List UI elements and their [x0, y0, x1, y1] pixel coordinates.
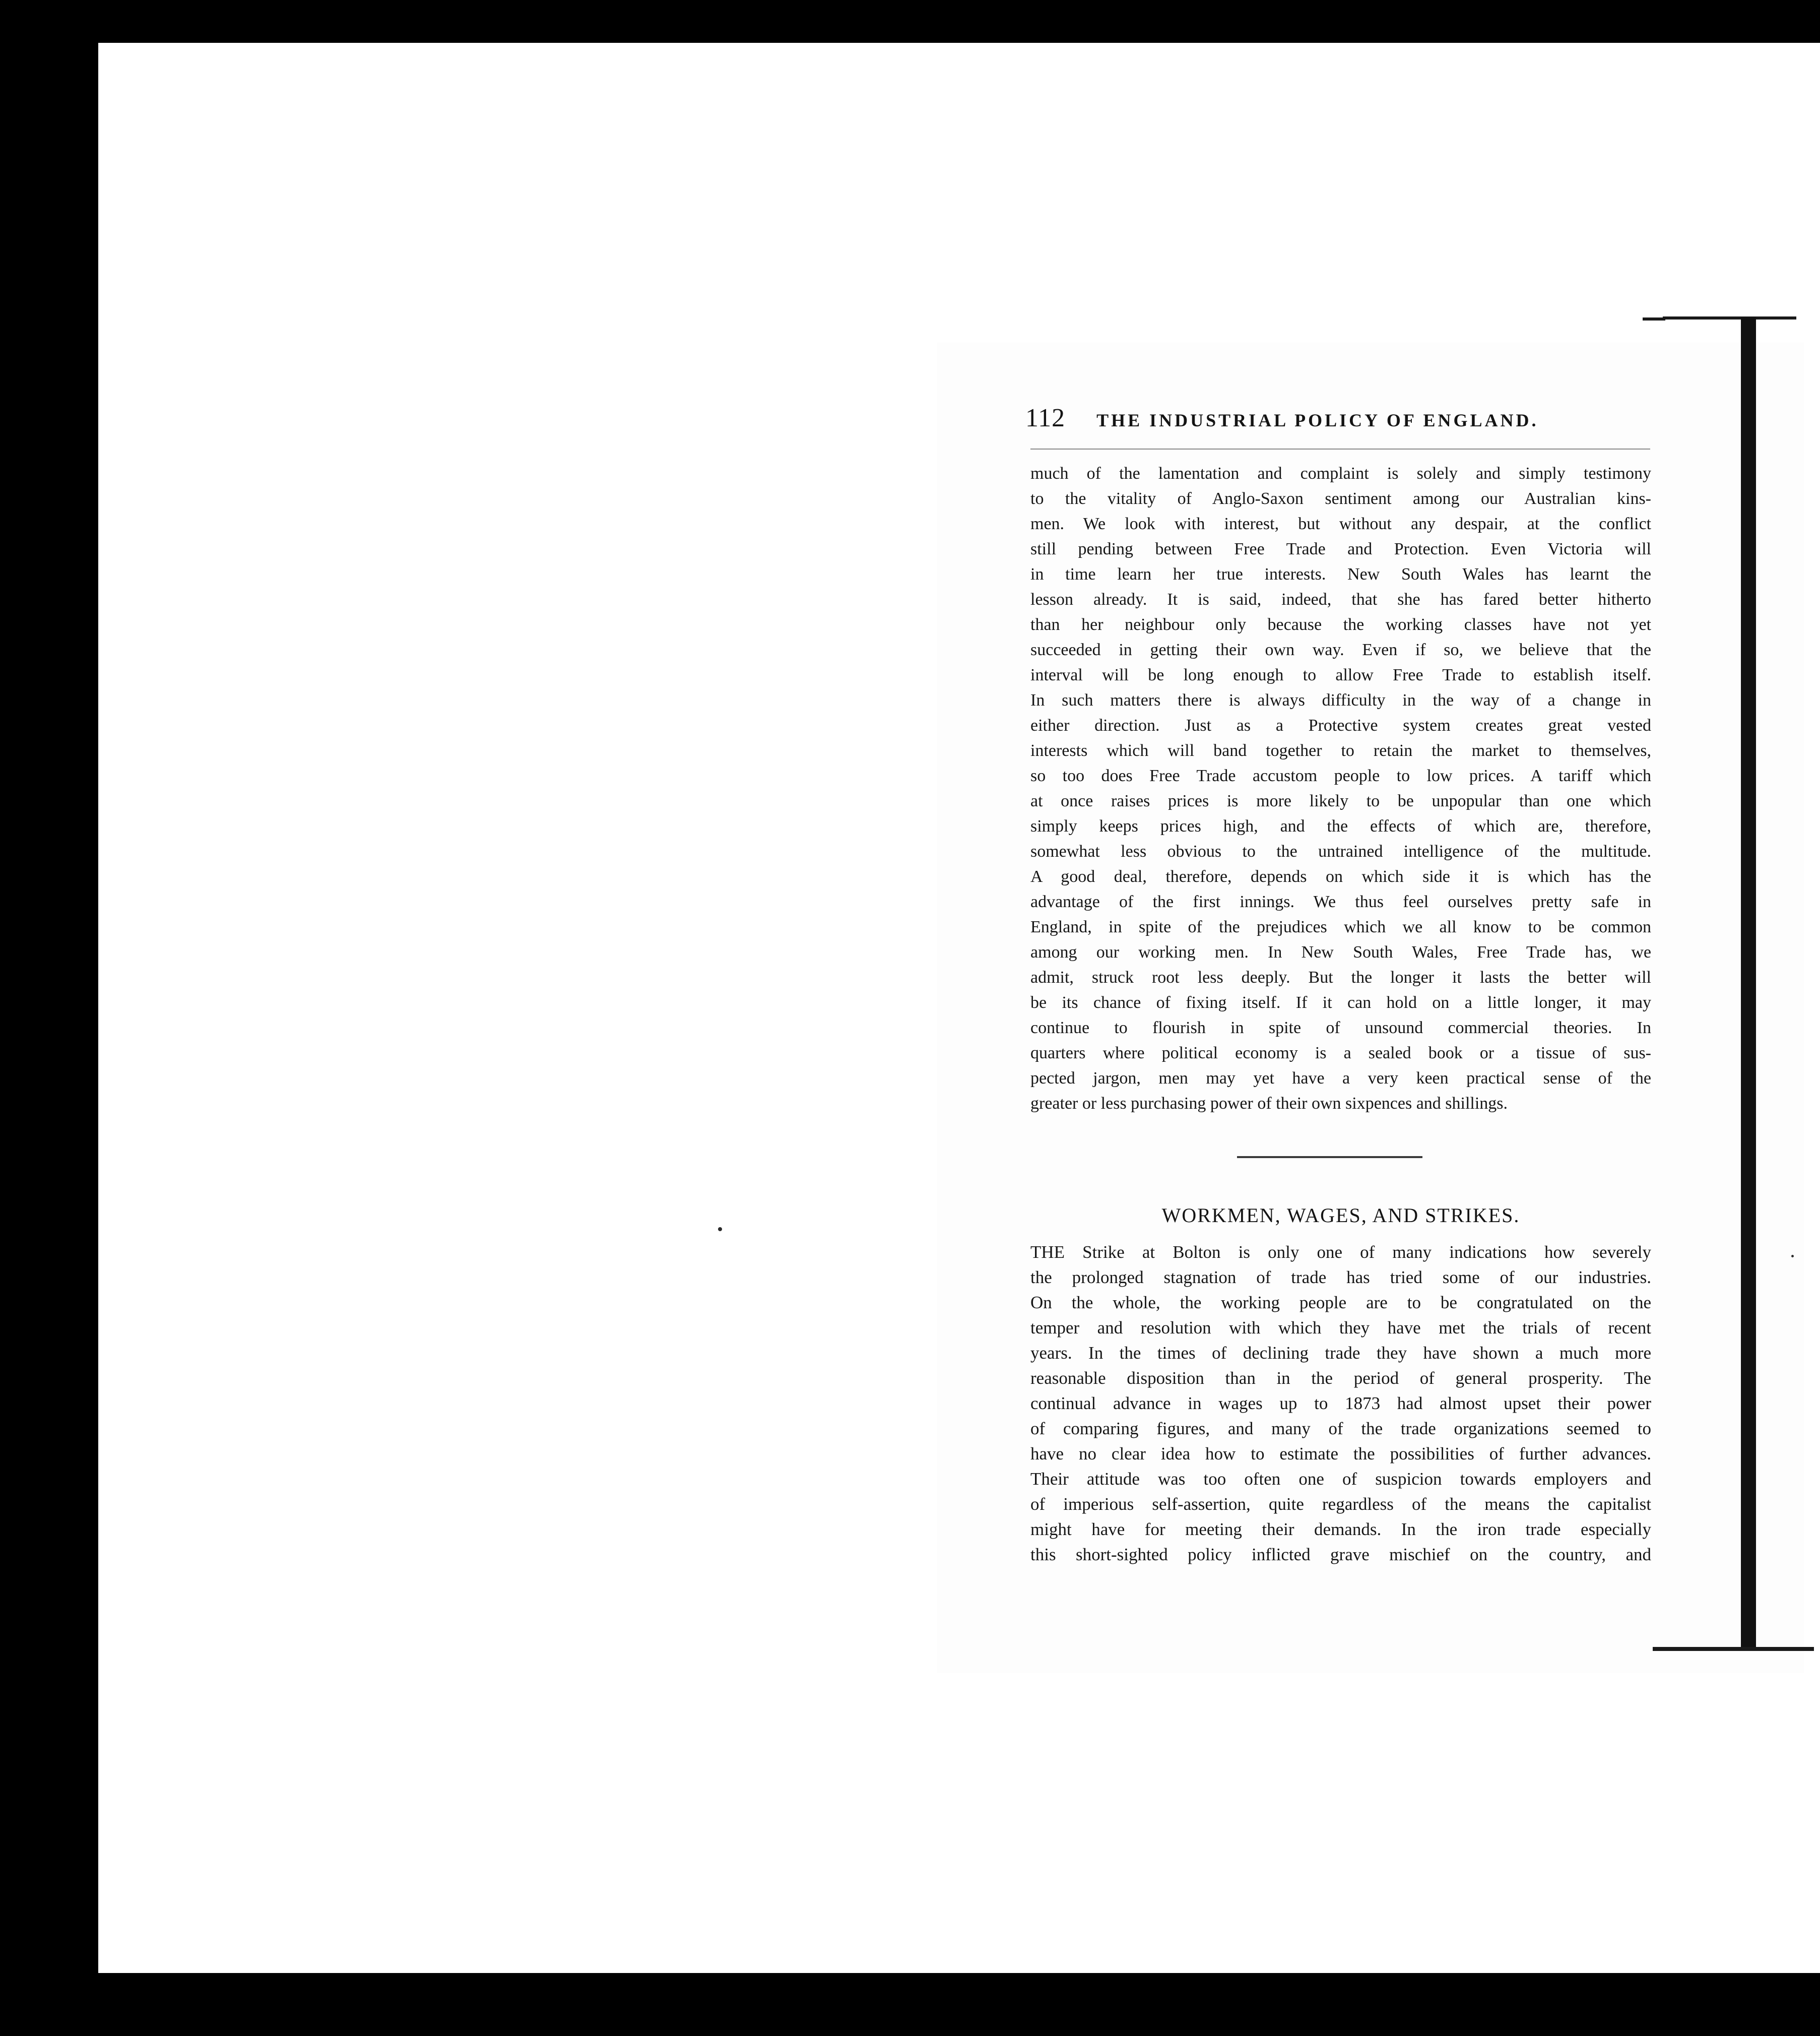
- text-line: temper and resolution with which they have met the trials of recent: [1030, 1318, 1651, 1338]
- text-line: A good deal, therefore, depends on which side it is which has the: [1030, 867, 1651, 886]
- section-divider: [1237, 1156, 1422, 1158]
- page-header: [1025, 403, 1680, 443]
- text-line: much of the lamentation and complaint is solely and simply testimony: [1030, 464, 1651, 483]
- text-line: advantage of the first innings. We thus feel ourselves pretty safe in: [1030, 893, 1651, 911]
- text-line: interval will be long enough to allow Free Trade to establish itself.: [1030, 666, 1651, 684]
- text-line: pected jargon, men may yet have a very keen practical sense of the: [1030, 1069, 1651, 1088]
- scan-speck: [1791, 1255, 1794, 1257]
- text-line: years. In the times of declining trade they have shown a much more: [1030, 1343, 1651, 1363]
- text-line: simply keeps prices high, and the effects of which are, therefore,: [1030, 817, 1651, 836]
- page-number: 112: [1025, 404, 1066, 432]
- frame-top-rule: [1663, 316, 1796, 320]
- text-line: than her neighbour only because the working classes have not yet: [1030, 615, 1651, 634]
- section-title: WORKMEN, WAGES, AND STRIKES.: [1161, 1204, 1520, 1227]
- frame-bottom-rule: [1653, 1647, 1814, 1651]
- text-line: the prolonged stagnation of trade has tried some of our industries.: [1030, 1267, 1651, 1287]
- frame-tick: [1643, 317, 1665, 321]
- text-line: of comparing figures, and many of the trade organizations seemed to: [1030, 1419, 1651, 1438]
- left-scan-border: [50, 0, 98, 2036]
- text-line: have no clear idea how to estimate the possibilities of further advances.: [1030, 1444, 1651, 1464]
- text-line: so too does Free Trade accustom people to low prices. A tariff which: [1030, 767, 1651, 785]
- text-line: either direction. Just as a Protective system creates great vested: [1030, 716, 1651, 735]
- text-line: England, in spite of the prejudices which we all know to be common: [1030, 918, 1651, 936]
- text-line: greater or less purchasing power of their own sixpences and shillings.: [1030, 1094, 1508, 1113]
- text-line: lesson already. It is said, indeed, that she has fared better hitherto: [1030, 590, 1651, 609]
- text-line: admit, struck root less deeply. But the longer it lasts the better will: [1030, 968, 1651, 987]
- text-line: among our working men. In New South Wales, Free Trade has, we: [1030, 943, 1651, 962]
- text-line: reasonable disposition than in the period of general prosperity. The: [1030, 1368, 1651, 1388]
- article-continuation: [1030, 461, 1651, 1116]
- text-line: somewhat less obvious to the untrained intelligence of the multitude.: [1030, 842, 1651, 861]
- text-line: still pending between Free Trade and Protection. Even Victoria will: [1030, 540, 1651, 558]
- text-line: continual advance in wages up to 1873 had almost upset their power: [1030, 1393, 1651, 1413]
- scan-speck: [718, 1227, 722, 1231]
- text-line: Their attitude was too often one of suspicion towards employers and: [1030, 1469, 1651, 1489]
- text-line: succeeded in getting their own way. Even if so, we believe that the: [1030, 641, 1651, 659]
- text-line: interests which will band together to retain the market to themselves,: [1030, 741, 1651, 760]
- text-line: In such matters there is always difficulty in the way of a change in: [1030, 691, 1651, 710]
- text-line: in time learn her true interests. New South Wales has learnt the: [1030, 565, 1651, 584]
- article-body: [1030, 1240, 1651, 1567]
- text-line: continue to flourish in spite of unsound commercial theories. In: [1030, 1019, 1651, 1037]
- text-line: to the vitality of Anglo-Saxon sentiment among our Australian kins-: [1030, 489, 1651, 508]
- text-line: On the whole, the working people are to be congratulated on the: [1030, 1293, 1651, 1312]
- text-line: might have for meeting their demands. In the iron trade especially: [1030, 1519, 1651, 1539]
- text-line: of imperious self-assertion, quite regardless of the means the capitalist: [1030, 1494, 1651, 1514]
- running-head: THE INDUSTRIAL POLICY OF ENGLAND.: [1096, 410, 1539, 430]
- text-line: quarters where political economy is a sealed book or a tissue of sus-: [1030, 1044, 1651, 1062]
- text-line: THE Strike at Bolton is only one of many indications how severely: [1030, 1242, 1651, 1262]
- text-line: at once raises prices is more likely to be unpopular than one which: [1030, 792, 1651, 810]
- header-rule: [1030, 449, 1650, 450]
- text-line: this short-sighted policy inflicted grave mischief on the country, and: [1030, 1545, 1651, 1564]
- right-frame-bar: [1741, 317, 1756, 1650]
- text-line: men. We look with interest, but without any despair, at the conflict: [1030, 515, 1651, 533]
- text-line: be its chance of fixing itself. If it can hold on a little longer, it may: [1030, 993, 1651, 1012]
